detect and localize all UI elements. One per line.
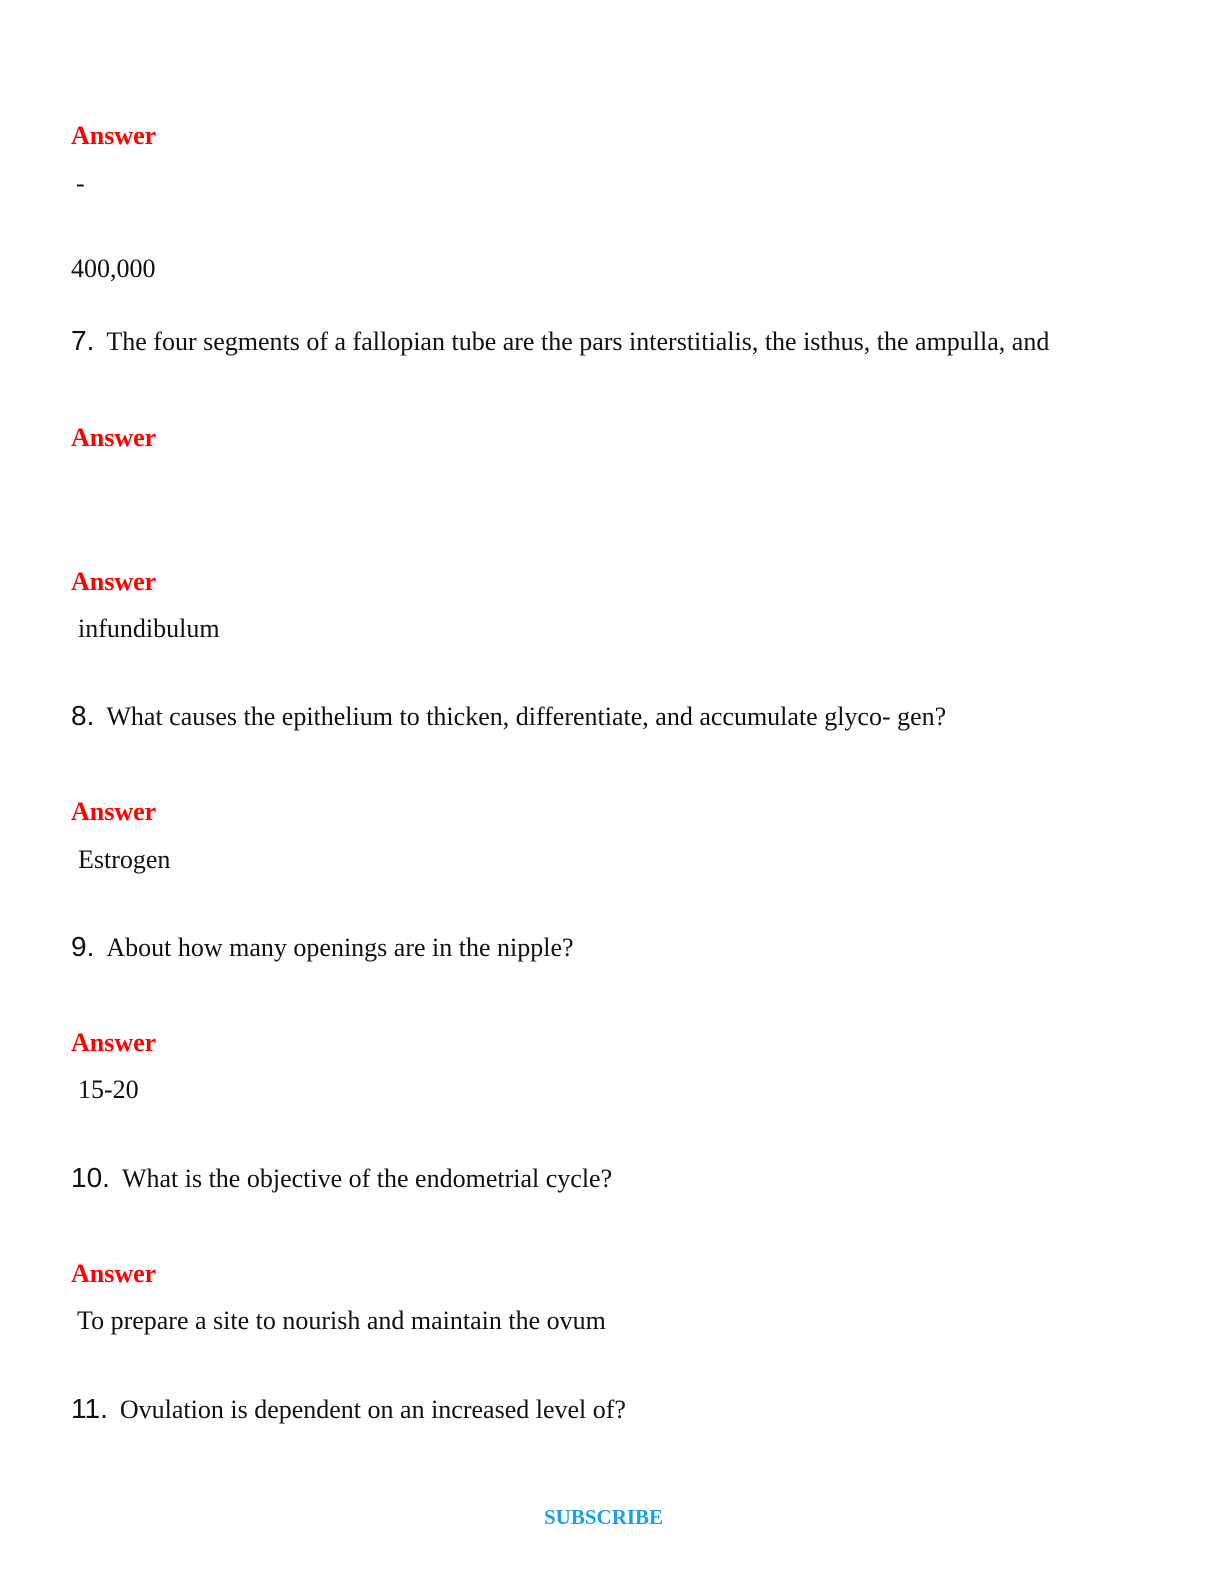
- answer-value: 15-20: [78, 1075, 139, 1104]
- question-text: The four segments of a fallopian tube are the pars interstitialis, the isthus, the ampulla, and: [106, 327, 1050, 356]
- question-text: What is the objective of the endometrial cycle?: [121, 1164, 613, 1193]
- question-text: What causes the epithelium to thicken, differentiate, and accumulate glyco- gen?: [106, 702, 947, 731]
- subscribe-link[interactable]: SUBSCRIBE: [544, 1505, 664, 1529]
- question-7: [71, 327, 1049, 355]
- answer-label: Answer: [71, 1259, 157, 1288]
- question-8: [71, 702, 946, 730]
- answer-label: Answer: [71, 121, 157, 150]
- answer-value: infundibulum: [78, 614, 220, 643]
- question-11: [71, 1395, 626, 1423]
- question-number: 11.: [71, 1393, 108, 1424]
- answer-value: 400,000: [71, 254, 156, 283]
- question-number: 7.: [71, 325, 95, 356]
- question-9: [71, 933, 574, 961]
- question-number: 8.: [71, 700, 95, 731]
- answer-value: To prepare a site to nourish and maintain the ovum: [77, 1306, 606, 1335]
- question-text: About how many openings are in the nipple?: [106, 933, 574, 962]
- answer-label: Answer: [71, 567, 157, 596]
- question-number: 9.: [71, 931, 95, 962]
- question-text: Ovulation is dependent on an increased level of?: [119, 1395, 626, 1424]
- question-10: [71, 1164, 612, 1192]
- answer-dash: -: [76, 169, 85, 198]
- answer-label: Answer: [71, 1028, 157, 1057]
- question-number: 10.: [71, 1162, 110, 1193]
- answer-label: Answer: [71, 423, 157, 452]
- answer-label: Answer: [71, 797, 157, 826]
- answer-value: Estrogen: [78, 845, 171, 874]
